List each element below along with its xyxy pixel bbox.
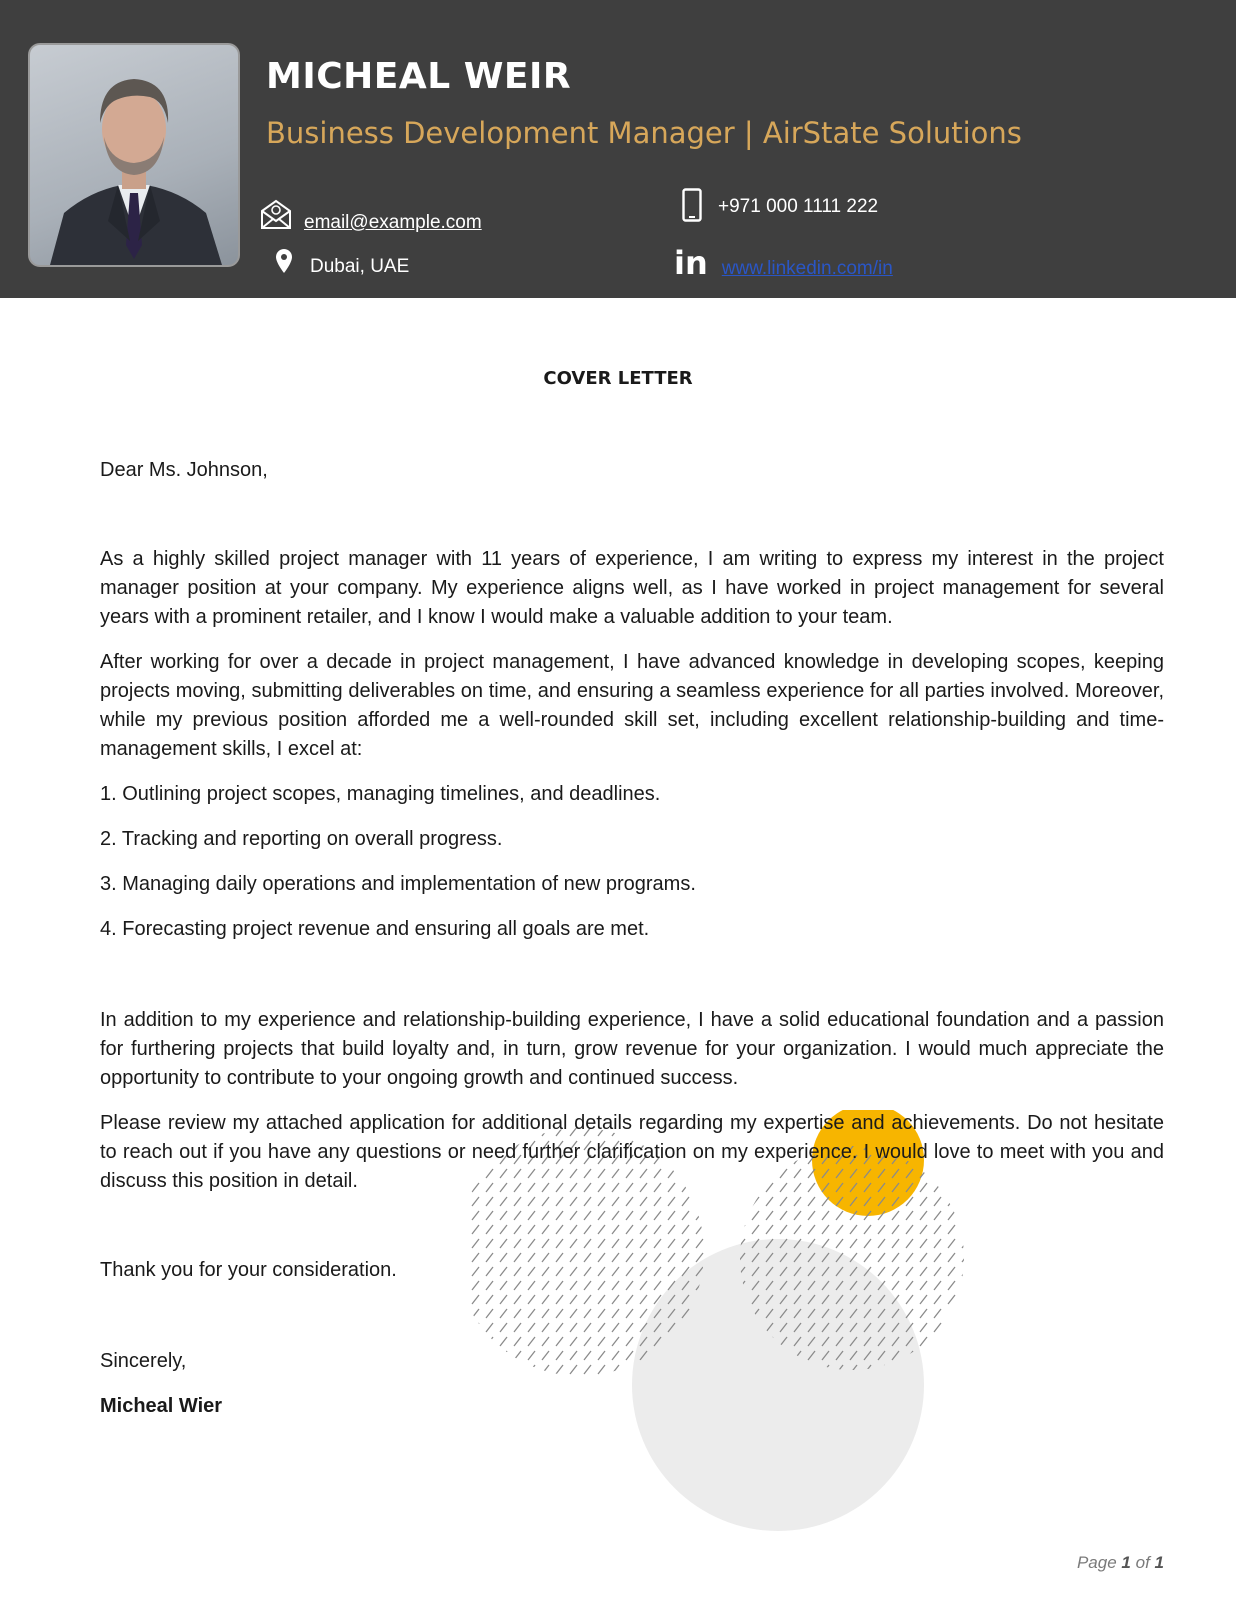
contact-linkedin bbox=[674, 246, 893, 280]
linkedin-link[interactable]: www.linkedin.com/in bbox=[721, 258, 893, 279]
closing-line: Sincerely, bbox=[100, 1350, 187, 1372]
envelope-icon bbox=[260, 198, 292, 230]
email-link[interactable]: email@example.com bbox=[304, 212, 482, 233]
paragraph-1 bbox=[100, 545, 1164, 632]
list-item: 2. Tracking and reporting on overall progress. bbox=[100, 828, 503, 850]
page-current: 1 bbox=[1121, 1553, 1131, 1572]
phone-text: +971 000 1111 222 bbox=[718, 196, 879, 217]
page-of: of bbox=[1135, 1553, 1150, 1572]
portrait-illustration bbox=[30, 45, 238, 265]
contact-email bbox=[260, 194, 482, 234]
thanks-line: Thank you for your consideration. bbox=[100, 1259, 397, 1281]
greeting: Dear Ms. Johnson, bbox=[100, 459, 268, 481]
paragraph-3 bbox=[100, 1006, 1164, 1093]
profile-photo bbox=[28, 43, 240, 267]
candidate-name: MICHEAL WEIR bbox=[266, 56, 572, 97]
document-title: COVER LETTER bbox=[543, 368, 693, 389]
paragraph-text: After working for over a decade in project management, I have advanced knowledge in developing scopes, keeping projects moving, submitting deliverables on time, and ensuring a seamless experience for all parties involved. Moreover, while my previous position afforded me a well-rounded skill set, including excellent relationship-building and time-management skills, I excel at: bbox=[100, 651, 1164, 760]
page-total: 1 bbox=[1154, 1553, 1164, 1572]
contact-phone bbox=[682, 188, 878, 222]
page-number bbox=[1077, 1553, 1164, 1573]
map-pin-icon bbox=[276, 249, 292, 275]
contact-location bbox=[276, 246, 409, 278]
skills-list bbox=[100, 780, 1164, 960]
paragraph-4 bbox=[100, 1109, 1164, 1196]
paragraph-text: As a highly skilled project manager with 11 years of experience, I am writing to express my interest in the project manager position at your company. My experience aligns well, as I have worked in project management for several years with a prominent retailer, and I know I would make a valuable addition to your team. bbox=[100, 548, 1164, 628]
paragraph-text: Please review my attached application for additional details regarding my expertise and achievements. Do not hesitate to reach out if you have any questions or need further clarification on my experience. I would love to meet with you and discuss this position in detail. bbox=[100, 1112, 1164, 1192]
candidate-role: Business Development Manager | AirState Solutions bbox=[266, 116, 1022, 150]
linkedin-icon: in bbox=[674, 244, 708, 282]
paragraph-2 bbox=[100, 648, 1164, 764]
list-item: 1. Outlining project scopes, managing timelines, and deadlines. bbox=[100, 783, 661, 805]
header-band bbox=[0, 0, 1236, 298]
paragraph-text: In addition to my experience and relationship-building experience, I have a solid educational foundation and a passion for furthering projects that build loyalty and, in turn, grow revenue for your organization. I would much appreciate the opportunity to contribute to your ongoing growth and continued success. bbox=[100, 1009, 1164, 1089]
location-text: Dubai, UAE bbox=[310, 256, 410, 277]
smartphone-icon bbox=[682, 188, 702, 222]
list-item: 3. Managing daily operations and implementation of new programs. bbox=[100, 873, 696, 895]
page-label: Page bbox=[1076, 1553, 1117, 1572]
list-item: 4. Forecasting project revenue and ensuring all goals are met. bbox=[100, 918, 650, 940]
signature-name: Micheal Wier bbox=[100, 1395, 223, 1417]
